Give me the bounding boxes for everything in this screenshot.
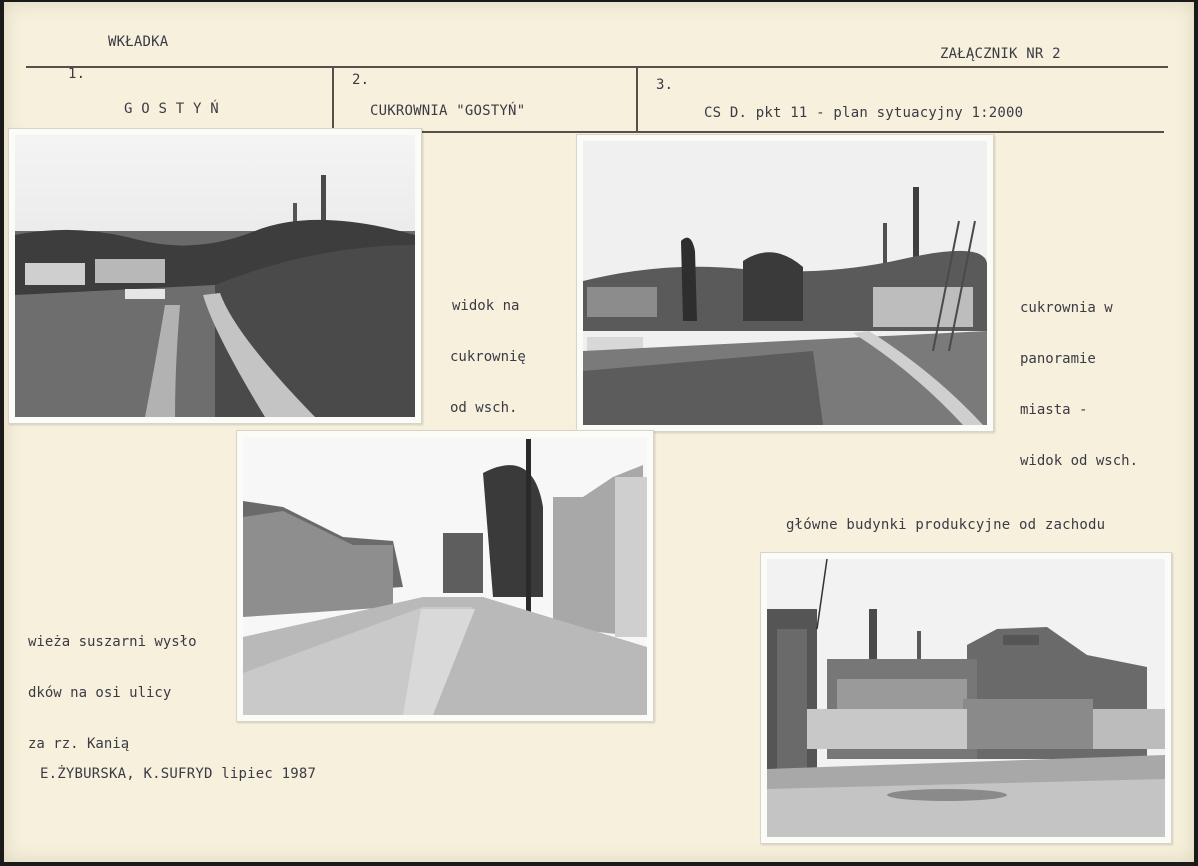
caption-line: od wsch.	[450, 400, 518, 416]
photo-main-buildings-image	[767, 559, 1165, 837]
field-1-number: 1.	[68, 66, 86, 82]
field-3-number: 3.	[656, 77, 674, 93]
header-divider-1	[332, 66, 334, 132]
caption-line: cukrownia w	[1020, 300, 1113, 316]
caption-line: widok od wsch.	[1020, 453, 1139, 469]
caption-street-tower	[28, 600, 197, 787]
caption-town-panorama	[1020, 266, 1138, 504]
photo-east-road-view	[8, 128, 422, 424]
authors-date: E.ŻYBURSKA, K.SUFRYD lipiec 1987	[40, 766, 317, 782]
caption-line: widok na	[452, 298, 520, 314]
photo-main-buildings	[760, 552, 1172, 844]
header-divider-2	[636, 66, 638, 132]
field-2-site: CUKROWNIA "GOSTYŃ"	[370, 103, 526, 119]
photo-street-tower	[236, 430, 654, 722]
photo-town-panorama	[576, 134, 994, 432]
caption-main-buildings: główne budynki produkcyjne od zachodu	[786, 517, 1106, 533]
caption-line: dków na osi ulicy	[28, 685, 172, 701]
caption-line: miasta -	[1020, 402, 1088, 418]
caption-line: wieża suszarni wysło	[28, 634, 197, 650]
photo-street-tower-image	[243, 437, 647, 715]
header-top-rule	[26, 66, 1168, 68]
field-1-town: G O S T Y Ń	[124, 101, 219, 117]
field-2-number: 2.	[352, 72, 370, 88]
caption-line: panoramie	[1020, 351, 1096, 367]
document-sheet	[4, 2, 1194, 862]
attachment-number: ZAŁĄCZNIK NR 2	[940, 46, 1061, 62]
field-3-reference: CS D. pkt 11 - plan sytuacyjny 1:2000	[704, 105, 1024, 121]
insert-label: WKŁADKA	[108, 34, 169, 50]
caption-line: za rz. Kanią	[28, 736, 130, 752]
caption-line: cukrownię	[450, 349, 526, 365]
photo-east-road-view-image	[15, 135, 415, 417]
photo-town-panorama-image	[583, 141, 987, 425]
